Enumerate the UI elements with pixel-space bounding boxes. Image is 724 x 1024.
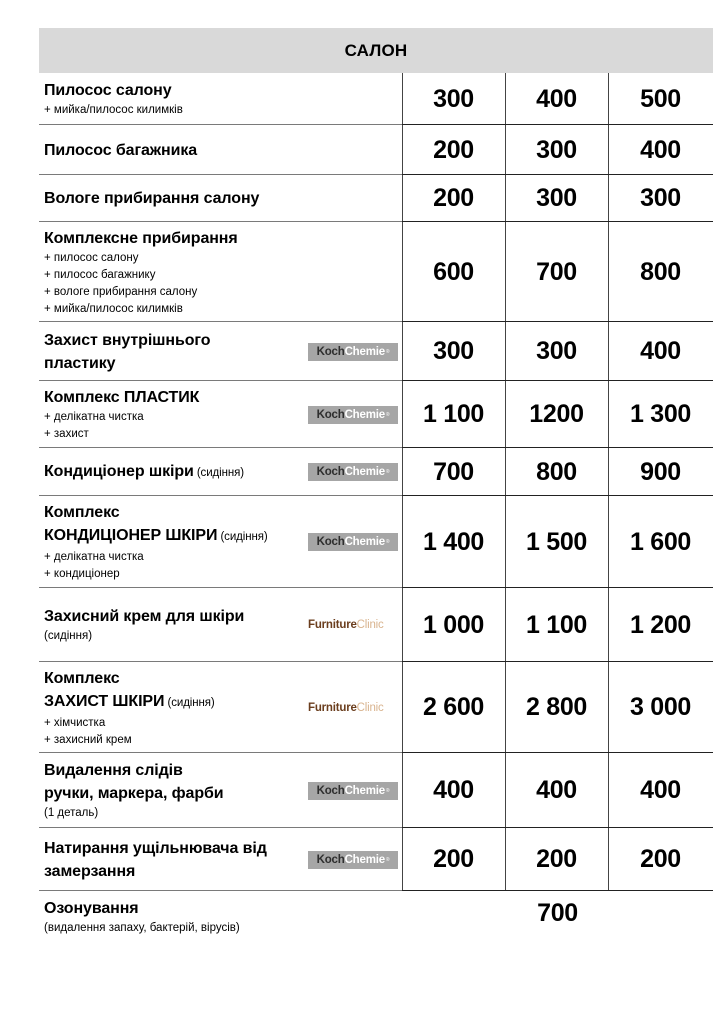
service-title-line: Вологе прибирання салону [44, 190, 260, 207]
service-title-line: Кондиціонер шкіри [44, 462, 194, 480]
brand-logo-slot [308, 828, 398, 891]
service-title [44, 386, 304, 409]
price-value: 1 200 [629, 610, 692, 639]
table-row [39, 381, 713, 448]
service-description [44, 175, 304, 222]
price-value: 200 [536, 845, 577, 873]
logo-text: Clinic [356, 701, 384, 714]
column-divider [402, 496, 403, 588]
column-divider [608, 175, 609, 222]
price-value: 1 500 [525, 527, 588, 556]
price-value: 400 [640, 135, 681, 164]
column-divider [608, 73, 609, 125]
table-row [39, 753, 713, 828]
brand-logo-slot [308, 588, 398, 662]
price-value: 200 [433, 135, 474, 164]
service-description [44, 891, 304, 966]
logo-text: Koch [316, 345, 345, 358]
service-description [44, 448, 304, 496]
brand-logo-slot [308, 322, 398, 381]
logo-text: Koch [316, 466, 345, 478]
service-title [44, 605, 304, 628]
service-title-line: Комплекс ПЛАСТИК [44, 389, 200, 406]
logo-text: Chemie [344, 466, 385, 478]
price-value: 300 [433, 84, 474, 113]
column-divider [505, 662, 506, 753]
table-row [39, 448, 713, 496]
service-detail: (видалення запаху, бактерій, вірусів) [44, 922, 240, 934]
service-title-line: Комплекс [44, 504, 120, 521]
column-divider [505, 222, 506, 322]
logo-text: Furniture [308, 701, 357, 714]
service-description [44, 662, 304, 753]
logo-text: Chemie [344, 784, 385, 797]
table-row [39, 828, 713, 891]
service-description [44, 73, 304, 125]
service-detail: + делікатна чистка [44, 551, 144, 563]
column-divider [608, 222, 609, 322]
service-description [44, 828, 304, 891]
table-row [39, 73, 713, 125]
price-value: 3 000 [629, 693, 692, 721]
brand-logo-slot [308, 753, 398, 828]
column-divider [608, 381, 609, 448]
service-title-line: ручки, маркера, фарби [44, 785, 224, 802]
service-title-line: замерзання [44, 862, 136, 880]
furniture-clinic-logo [308, 619, 398, 631]
price-value: 300 [536, 337, 577, 365]
price-value: 1 100 [422, 400, 485, 428]
price-value: 200 [433, 845, 474, 873]
logo-text: Koch [316, 784, 345, 797]
column-divider [608, 322, 609, 381]
logo-text: Furniture [308, 619, 357, 631]
service-detail: + делікатна чистка [44, 411, 144, 423]
service-detail: + захисний крем [44, 733, 132, 746]
column-divider [402, 662, 403, 753]
column-divider [402, 448, 403, 496]
koch-chemie-logo [308, 343, 398, 361]
brand-logo-slot [308, 662, 398, 753]
column-divider [402, 588, 403, 662]
column-divider [505, 448, 506, 496]
price-value: 700 [537, 899, 578, 927]
brand-logo-slot [308, 448, 398, 496]
service-title [44, 79, 304, 102]
column-divider [402, 322, 403, 381]
price-value: 800 [536, 457, 577, 486]
service-detail: + захист [44, 428, 89, 440]
price-value: 600 [433, 257, 474, 286]
price-value: 300 [640, 184, 681, 212]
table-row [39, 891, 713, 960]
column-divider [402, 125, 403, 175]
service-title-line: Видалення слідів [44, 762, 183, 779]
column-divider [505, 588, 506, 662]
koch-chemie-logo [308, 782, 398, 800]
column-divider [402, 175, 403, 222]
price-value: 300 [536, 184, 577, 212]
service-description [44, 381, 304, 448]
column-divider [608, 753, 609, 828]
logo-text: Clinic [356, 619, 384, 631]
service-title [44, 187, 304, 210]
column-divider [505, 125, 506, 175]
service-note: (сидіння) [193, 466, 244, 479]
column-divider [402, 381, 403, 448]
price-value: 1 100 [525, 610, 588, 639]
service-detail: + вологе прибирання салону [44, 285, 198, 298]
service-description [44, 125, 304, 175]
service-description [44, 322, 304, 381]
service-title-line: пластику [44, 354, 116, 372]
registered-mark-icon: ® [385, 469, 390, 475]
logo-text: Koch [316, 853, 345, 866]
service-title-line: ЗАХИСТ ШКІРИ [44, 692, 165, 710]
column-divider [608, 448, 609, 496]
price-value: 700 [536, 257, 577, 286]
service-title-line: Захист внутрішнього [44, 331, 211, 349]
registered-mark-icon: ® [385, 539, 390, 545]
price-value: 800 [640, 257, 681, 286]
service-title-line: Натирання ущільнювача від [44, 839, 267, 857]
table-row [39, 588, 713, 662]
service-title [44, 329, 304, 375]
column-divider [505, 175, 506, 222]
table-row [39, 496, 713, 588]
logo-text: Koch [316, 408, 345, 421]
service-detail: (1 деталь) [44, 807, 99, 819]
koch-chemie-logo [308, 533, 398, 551]
service-detail: + хімчистка [44, 716, 106, 729]
logo-text: Chemie [344, 536, 385, 548]
column-divider [505, 753, 506, 828]
price-value: 300 [433, 337, 474, 365]
service-detail: + мийка/пилосос килимків [44, 104, 183, 116]
table-row [39, 125, 713, 175]
registered-mark-icon: ® [385, 787, 390, 794]
logo-text: Chemie [344, 408, 385, 421]
column-divider [608, 662, 609, 753]
service-title-line: Захисний крем для шкіри [44, 608, 245, 625]
logo-text: Koch [316, 536, 345, 548]
service-title-line: Пилосос салону [44, 82, 172, 99]
service-description [44, 588, 304, 662]
service-detail: + пилосос багажнику [44, 268, 156, 281]
koch-chemie-logo [308, 851, 398, 869]
service-title [44, 667, 304, 715]
koch-chemie-logo [308, 406, 398, 424]
service-detail: + пилосос салону [44, 251, 139, 264]
service-note: (сидіння) [164, 696, 215, 709]
logo-text: Chemie [344, 853, 385, 866]
koch-chemie-logo [308, 463, 398, 481]
logo-text: Chemie [344, 345, 385, 358]
brand-logo-slot [308, 496, 398, 588]
price-value: 400 [433, 776, 474, 804]
table-row [39, 662, 713, 753]
price-value: 400 [640, 337, 681, 365]
price-value: 1 000 [422, 610, 485, 639]
price-value: 700 [433, 457, 474, 486]
price-value: 200 [433, 184, 474, 212]
service-detail: (сидіння) [44, 630, 93, 642]
table-row [39, 222, 713, 322]
table-row [39, 322, 713, 381]
column-divider [402, 753, 403, 828]
price-value: 400 [536, 84, 577, 113]
price-value: 2 800 [525, 693, 588, 721]
price-value: 200 [640, 845, 681, 873]
service-title [44, 227, 304, 250]
service-title [44, 139, 304, 162]
service-description [44, 222, 304, 322]
price-value: 500 [640, 84, 681, 113]
service-description [44, 496, 304, 588]
registered-mark-icon: ® [385, 411, 390, 418]
column-divider [505, 73, 506, 125]
column-divider [505, 381, 506, 448]
column-divider [505, 496, 506, 588]
furniture-clinic-logo [308, 702, 398, 714]
price-value: 1 400 [422, 527, 485, 556]
registered-mark-icon: ® [385, 348, 390, 355]
service-title [44, 897, 304, 920]
service-title-line: Комплексне прибирання [44, 229, 238, 247]
column-divider [402, 73, 403, 125]
price-value: 1200 [529, 400, 584, 428]
column-divider [608, 496, 609, 588]
service-detail: + мийка/пилосос килимків [44, 302, 183, 315]
service-title [44, 460, 304, 485]
service-title-line: КОНДИЦІОНЕР ШКІРИ [44, 527, 218, 544]
column-divider [402, 222, 403, 322]
price-value: 1 600 [629, 527, 692, 556]
price-value: 400 [640, 776, 681, 804]
price-value: 300 [536, 135, 577, 164]
service-title-line: Пилосос багажника [44, 141, 198, 159]
price-value: 2 600 [422, 693, 485, 721]
section-title: САЛОН [344, 40, 408, 60]
registered-mark-icon: ® [385, 856, 390, 863]
section-header [39, 28, 713, 73]
price-value: 1 300 [629, 400, 692, 428]
column-divider [402, 828, 403, 891]
price-value: 400 [536, 776, 577, 804]
service-title-line: Комплекс [44, 669, 120, 687]
column-divider [608, 125, 609, 175]
column-divider [505, 322, 506, 381]
service-title [44, 837, 304, 883]
column-divider [608, 828, 609, 891]
service-description [44, 753, 304, 828]
price-value: 900 [640, 457, 681, 486]
service-note: (сидіння) [217, 531, 268, 543]
table-row [39, 175, 713, 222]
service-detail: + кондиціонер [44, 568, 120, 580]
column-divider [505, 828, 506, 891]
service-title [44, 759, 304, 805]
service-title-line: Озонування [44, 900, 139, 917]
brand-logo-slot [308, 381, 398, 448]
column-divider [608, 588, 609, 662]
service-title [44, 501, 304, 549]
